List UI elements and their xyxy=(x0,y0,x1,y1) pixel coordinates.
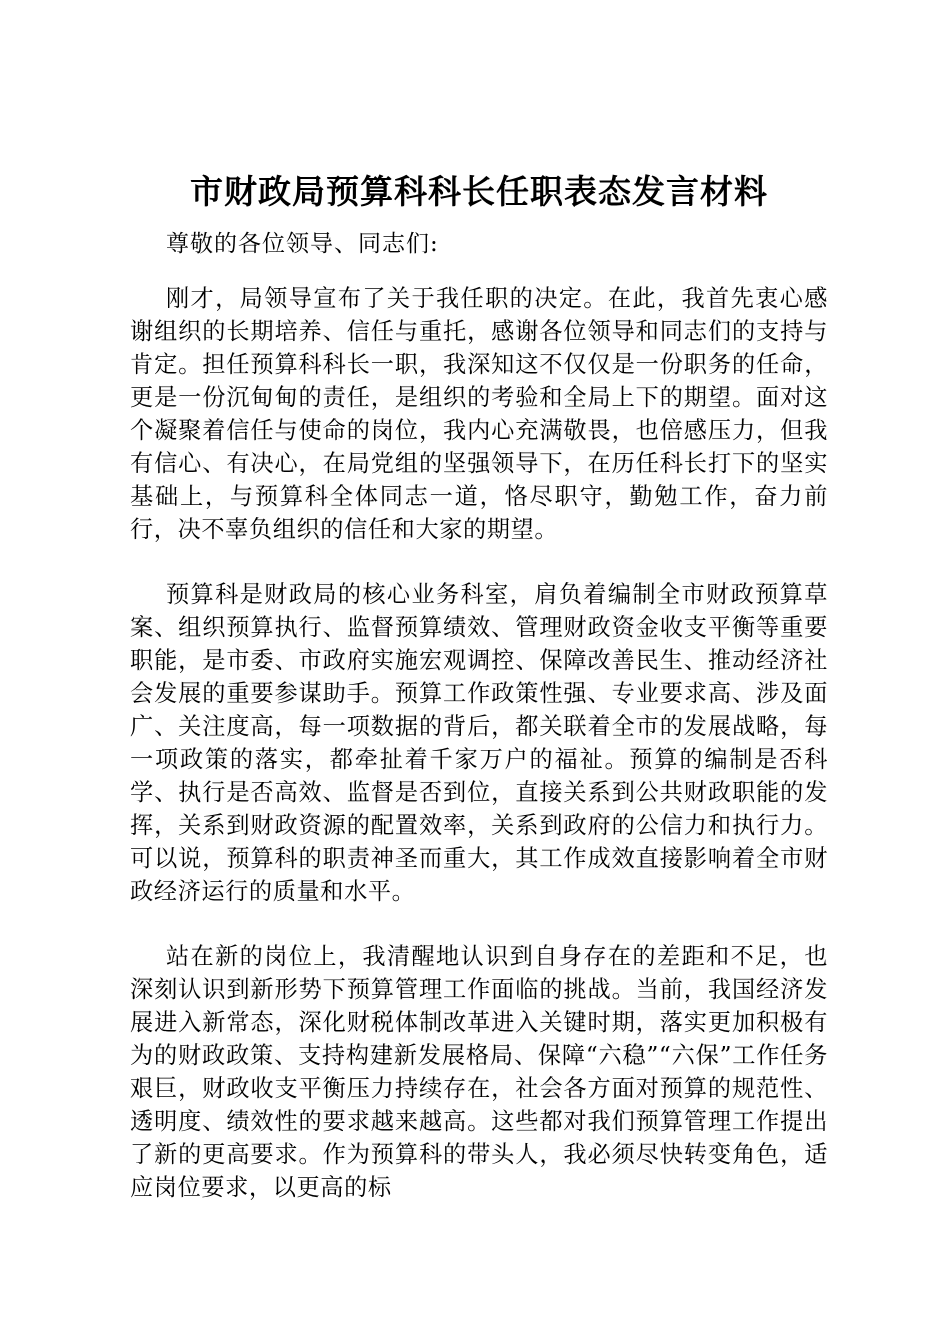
document-page xyxy=(130,168,828,1236)
salutation: 尊敬的各位领导、同志们: xyxy=(166,231,439,257)
document-title: 市财政局预算科科长任职表态发言材料 xyxy=(190,172,768,211)
paragraph-3: 站在新的岗位上，我清醒地认识到自身存在的差距和不足，也深刻认识到新形势下预算管理工作面临的挑战。当前，我国经济发展进入新常态，深化财税体制改革进入关键时期，落实更加积极有为的财政政策、支持构建新发展格局、保障“六稳”“六保”工作任务艰巨，财政收支平衡压力持续存在，社会各方面对预算的规范性、透明度、绩效性的要求越来越高。这些都对我们预算管理工作提出了新的更高要求。作为预算科的带头人，我必须尽快转变角色，适应岗位要求，以更高的标 xyxy=(130,943,828,1201)
paragraph-1: 刚才，局领导宣布了关于我任职的决定。在此，我首先衷心感谢组织的长期培养、信任与重托，感谢各位领导和同志们的支持与肯定。担任预算科科长一职，我深知这不仅仅是一份职务的任命，更是一份沉甸甸的责任，是组织的考验和全局上下的期望。面对这个凝聚着信任与使命的岗位，我内心充满敬畏，也倍感压力，但我有信心、有决心，在局党组的坚强领导下，在历任科长打下的坚实基础上，与预算科全体同志一道，恪尽职守，勤勉工作，奋力前行，决不辜负组织的信任和大家的期望。 xyxy=(130,285,828,543)
paragraph-2: 预算科是财政局的核心业务科室，肩负着编制全市财政预算草案、组织预算执行、监督预算绩效、管理财政资金收支平衡等重要职能，是市委、市政府实施宏观调控、保障改善民生、推动经济社会发展的重要参谋助手。预算工作政策性强、专业要求高、涉及面广、关注度高，每一项数据的背后，都关联着全市的发展战略，每一项政策的落实，都牵扯着千家万户的福祉。预算的编制是否科学、执行是否高效、监督是否到位，直接关系到公共财政职能的发挥，关系到财政资源的配置效率，关系到政府的公信力和执行力。可以说，预算科的职责神圣而重大，其工作成效直接影响着全市财政经济运行的质量和水平。 xyxy=(130,581,828,905)
